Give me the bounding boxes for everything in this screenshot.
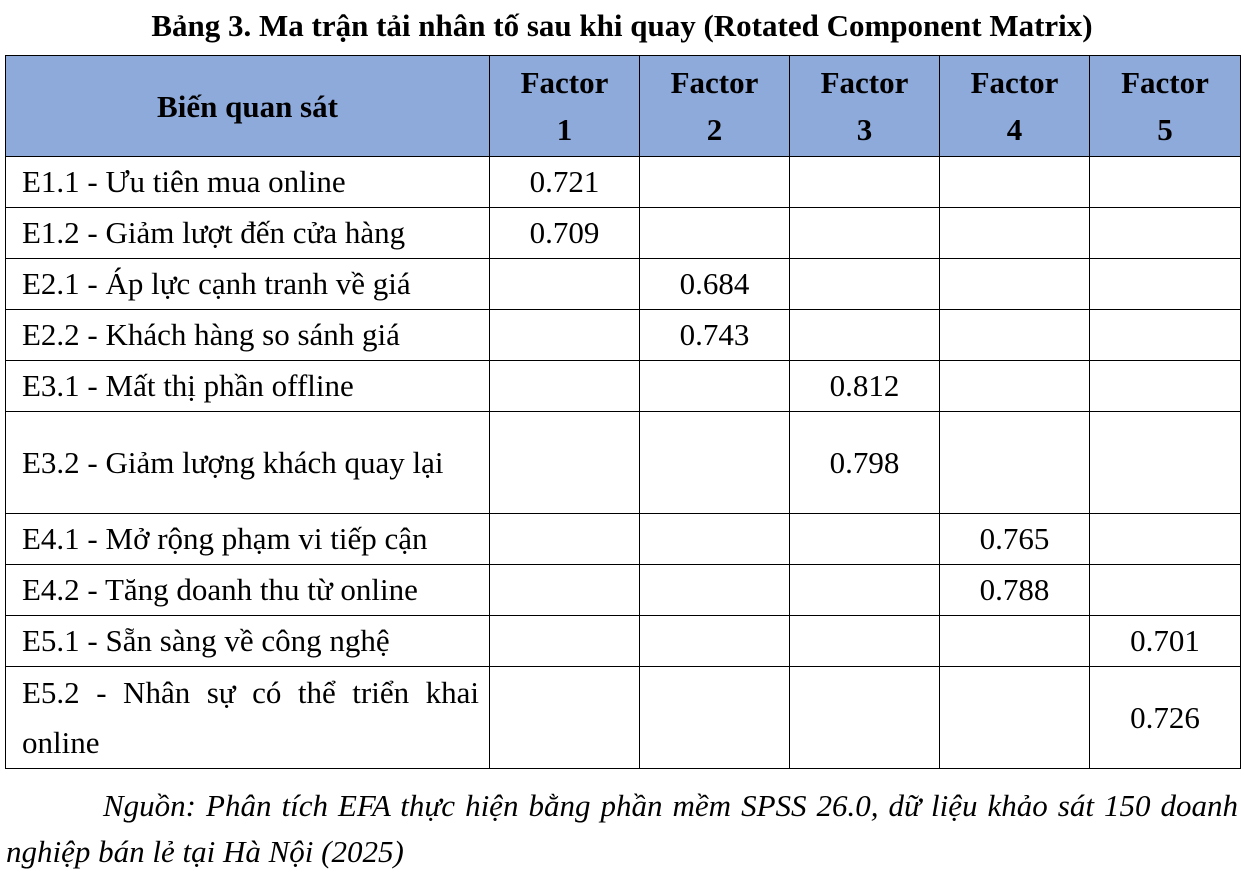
variable-cell: E5.2 - Nhân sự có thể triển khai online <box>6 667 490 769</box>
header-factor-number: 4 <box>1006 112 1023 147</box>
loading-cell <box>940 157 1090 208</box>
loading-cell <box>1090 412 1241 514</box>
header-factor-label: Factor <box>820 65 909 100</box>
loading-cell: 0.684 <box>640 259 790 310</box>
table-row <box>6 412 1241 514</box>
table-row <box>6 667 1241 769</box>
loading-cell: 0.743 <box>640 310 790 361</box>
table-row <box>6 157 1241 208</box>
variable-cell: E4.2 - Tăng doanh thu từ online <box>6 565 490 616</box>
loading-cell <box>640 616 790 667</box>
rotated-component-matrix-table <box>5 55 1241 769</box>
table-row <box>6 514 1241 565</box>
header-factor-label: Factor <box>970 65 1059 100</box>
loading-cell <box>490 259 640 310</box>
table-row <box>6 310 1241 361</box>
loading-cell: 0.721 <box>490 157 640 208</box>
loading-cell <box>790 565 940 616</box>
header-factor-number: 2 <box>706 112 723 147</box>
loading-cell <box>940 616 1090 667</box>
source-note: Nguồn: Phân tích EFA thực hiện bằng phần mềm SPSS 26.0, dữ liệu khảo sát 150 doanh nghiệp bán lẻ tại Hà Nội (2025) <box>6 788 1238 869</box>
table-row <box>6 259 1241 310</box>
loading-cell <box>490 361 640 412</box>
loading-cell <box>790 667 940 769</box>
loading-cell: 0.798 <box>790 412 940 514</box>
loading-cell <box>490 667 640 769</box>
loading-cell <box>640 157 790 208</box>
loading-cell <box>640 361 790 412</box>
header-factor-1 <box>490 56 640 157</box>
loading-cell: 0.788 <box>940 565 1090 616</box>
loading-cell <box>1090 208 1241 259</box>
loading-cell <box>940 259 1090 310</box>
loading-cell: 0.709 <box>490 208 640 259</box>
loading-cell <box>940 412 1090 514</box>
loading-cell <box>1090 157 1241 208</box>
loading-cell <box>490 310 640 361</box>
header-factor-3 <box>790 56 940 157</box>
header-factor-label: Factor <box>520 65 609 100</box>
header-factor-4 <box>940 56 1090 157</box>
loading-cell <box>640 412 790 514</box>
header-factor-number: 5 <box>1157 112 1173 147</box>
loading-cell: 0.701 <box>1090 616 1241 667</box>
table-row <box>6 208 1241 259</box>
loading-cell <box>640 667 790 769</box>
variable-cell: E4.1 - Mở rộng phạm vi tiếp cận <box>6 514 490 565</box>
loading-cell <box>640 565 790 616</box>
header-factor-label: Factor <box>1121 65 1209 100</box>
table-row <box>6 565 1241 616</box>
loading-cell <box>1090 361 1241 412</box>
loading-cell <box>1090 310 1241 361</box>
loading-cell <box>790 259 940 310</box>
variable-cell: E2.2 - Khách hàng so sánh giá <box>6 310 490 361</box>
loading-cell <box>640 208 790 259</box>
loading-cell <box>490 412 640 514</box>
table-row <box>6 361 1241 412</box>
loading-cell <box>790 514 940 565</box>
loading-cell <box>640 514 790 565</box>
loading-cell <box>940 310 1090 361</box>
loading-cell <box>1090 565 1241 616</box>
header-factor-label: Factor <box>670 65 759 100</box>
header-factor-number: 1 <box>556 112 573 147</box>
loading-cell <box>790 208 940 259</box>
loading-cell <box>790 157 940 208</box>
loading-cell: 0.726 <box>1090 667 1241 769</box>
table-row <box>6 616 1241 667</box>
table-title: Bảng 3. Ma trận tải nhân tố sau khi quay (Rotated Component Matrix) <box>151 8 1093 43</box>
variable-cell: E2.1 - Áp lực cạnh tranh về giá <box>6 259 490 310</box>
variable-cell: E1.1 - Ưu tiên mua online <box>6 157 490 208</box>
variable-cell: E3.1 - Mất thị phần offline <box>6 361 490 412</box>
loading-cell <box>490 514 640 565</box>
header-factor-2 <box>640 56 790 157</box>
loading-cell <box>940 361 1090 412</box>
variable-cell: E1.2 - Giảm lượt đến cửa hàng <box>6 208 490 259</box>
loading-cell <box>790 616 940 667</box>
loading-cell <box>1090 514 1241 565</box>
variable-cell: E5.1 - Sẵn sàng về công nghệ <box>6 616 490 667</box>
header-row <box>6 56 1241 157</box>
loading-cell <box>490 565 640 616</box>
header-factor-5 <box>1090 56 1241 157</box>
loading-cell <box>1090 259 1241 310</box>
loading-cell <box>940 667 1090 769</box>
loading-cell: 0.812 <box>790 361 940 412</box>
header-factor-number: 3 <box>856 112 873 147</box>
header-variable: Biến quan sát <box>6 56 490 157</box>
variable-cell: E3.2 - Giảm lượng khách quay lại <box>6 412 490 514</box>
loading-cell <box>490 616 640 667</box>
loading-cell <box>790 310 940 361</box>
loading-cell: 0.765 <box>940 514 1090 565</box>
loading-cell <box>940 208 1090 259</box>
